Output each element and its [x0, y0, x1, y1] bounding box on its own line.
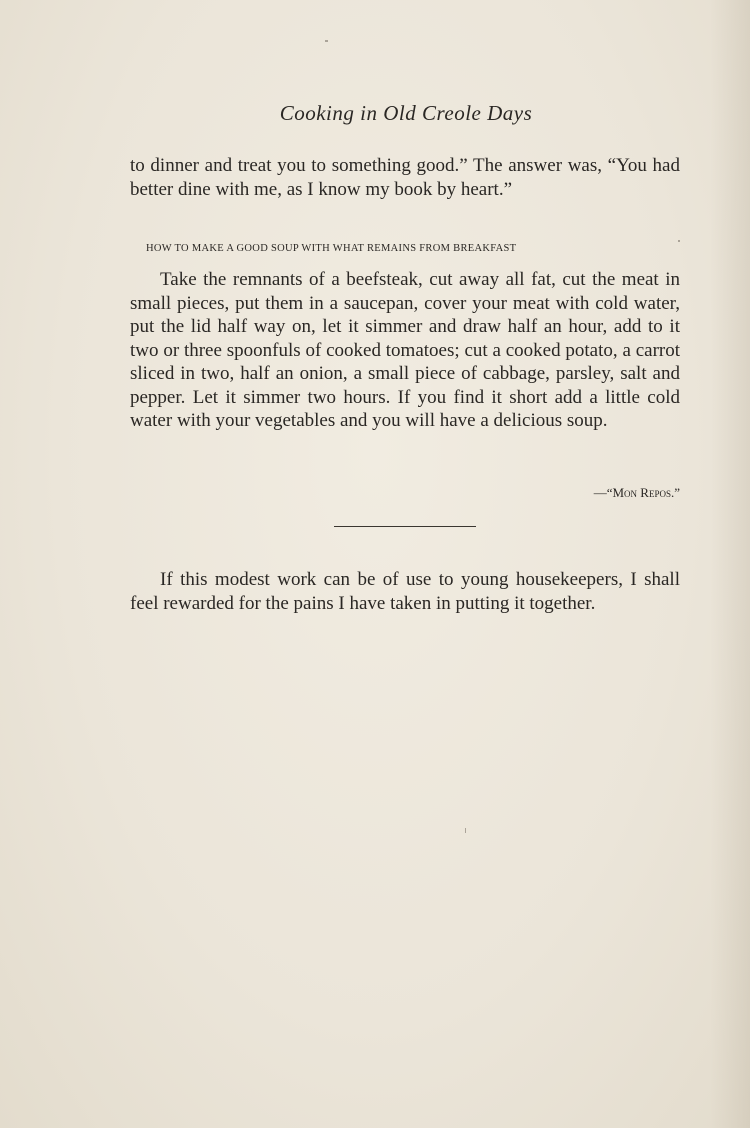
- continued-paragraph: [130, 154, 680, 201]
- running-head: Cooking in Old Creole Days: [279, 101, 533, 125]
- paper-speck: [325, 40, 328, 42]
- section-divider: [334, 526, 476, 527]
- attribution-name: Mon Repos.: [612, 485, 675, 500]
- paragraph-text: to dinner and treat you to something good.” The answer was, “You had better dine with me, as I know my book by heart.”: [130, 155, 680, 200]
- closing-paragraph: [130, 568, 680, 615]
- recipe-attribution: [470, 485, 680, 501]
- closing-paragraph-text: If this modest work can be of use to young housekeepers, I shall feel rewarded for the pains I have taken in putting it together.: [130, 569, 680, 614]
- paper-speck: [465, 828, 466, 833]
- recipe-heading: HOW TO MAKE A GOOD SOUP WITH WHAT REMAINS FROM BREAKFAST: [146, 243, 517, 254]
- attribution-dash: —“: [593, 485, 613, 500]
- paper-speck: [678, 240, 680, 242]
- recipe-body: [130, 268, 680, 433]
- attribution-close-quote: ”: [674, 485, 680, 500]
- recipe-body-text: Take the remnants of a beefsteak, cut away all fat, cut the meat in small pieces, put them in a saucepan, cover your meat with cold water, put the lid half way on, let it simmer and draw half an hour, add to it two or three spoonfuls of cooked tomatoes; cut a cooked potato, a carrot sliced in two, half an onion, a small piece of cabbage, parsley, salt and pepper. Let it simmer two hours. If you find it short add a little cold water with your vegetables and you will have a delicious soup.: [130, 269, 680, 431]
